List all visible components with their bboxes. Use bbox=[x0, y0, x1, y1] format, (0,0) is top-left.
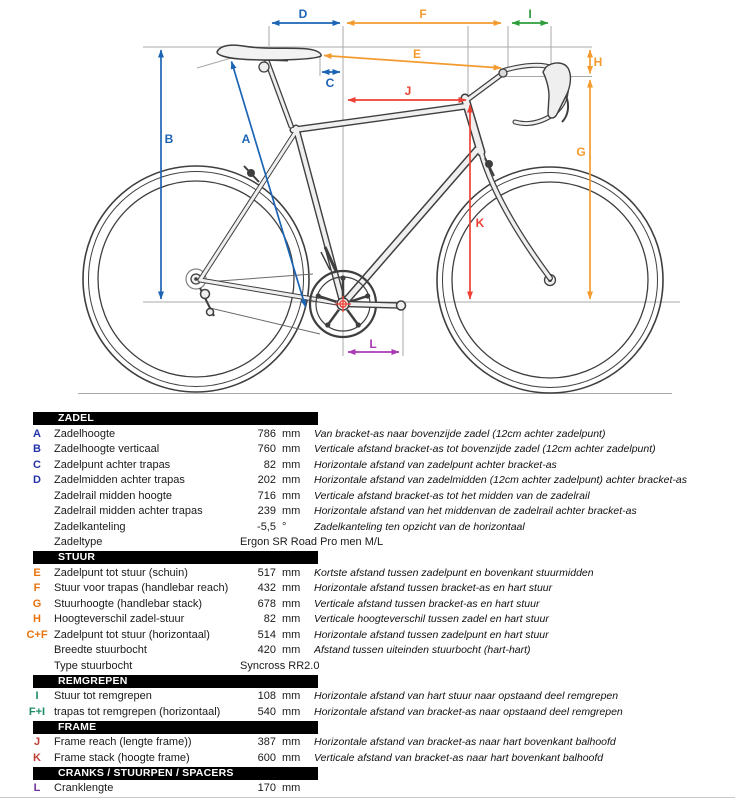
table-row bbox=[0, 735, 735, 751]
row-letter: G bbox=[32, 597, 42, 610]
row-label: Frame stack (hoogte frame) bbox=[54, 751, 190, 764]
row-description: Horizontale afstand tussen zadelpunt en hart stuur bbox=[314, 628, 549, 641]
row-label: Stuur voor trapas (handlebar reach) bbox=[54, 582, 229, 595]
label-I: I bbox=[528, 7, 532, 21]
section-header-bar: ZADEL bbox=[33, 412, 318, 425]
rear-wheel bbox=[83, 166, 309, 392]
row-description: Verticale afstand tussen bracket-as en hart stuur bbox=[314, 597, 540, 610]
row-label: Hoogteverschil zadel-stuur bbox=[54, 613, 185, 626]
row-label: Type stuurbocht bbox=[54, 659, 133, 672]
section-header-bar: FRAME bbox=[33, 721, 318, 734]
label-E: E bbox=[412, 47, 422, 61]
row-letter: I bbox=[35, 690, 39, 703]
row-value: 108 bbox=[257, 690, 276, 703]
table-row bbox=[0, 426, 735, 442]
row-value: 517 bbox=[257, 566, 276, 579]
row-unit: mm bbox=[282, 582, 301, 595]
handlebar bbox=[499, 63, 570, 124]
row-description: Horizontale afstand van zadelmidden (12cm achter zadelpunt) achter bracket-as bbox=[314, 474, 687, 487]
row-unit: mm bbox=[282, 644, 301, 657]
row-unit: mm bbox=[282, 628, 301, 641]
row-label: Zadelmidden achter trapas bbox=[54, 474, 185, 487]
label-F: F bbox=[419, 7, 427, 21]
geometry-spec-table bbox=[0, 411, 735, 796]
row-merged-value: Syncross RR2.0 bbox=[240, 659, 320, 672]
row-unit: mm bbox=[282, 751, 301, 764]
table-row bbox=[0, 457, 735, 473]
row-description: Verticale hoogteverschil tussen zadel en hart stuur bbox=[314, 613, 549, 626]
table-row bbox=[0, 704, 735, 720]
row-value: 387 bbox=[257, 736, 276, 749]
label-H: H bbox=[593, 55, 603, 69]
row-unit: mm bbox=[282, 427, 301, 440]
row-letter: D bbox=[33, 474, 41, 487]
frame-fill bbox=[200, 61, 550, 304]
crankset bbox=[310, 271, 406, 337]
row-value: 786 bbox=[257, 427, 276, 440]
section-header-bar: STUUR bbox=[33, 551, 318, 564]
row-label: Zadelrail midden hoogte bbox=[54, 489, 173, 502]
table-row bbox=[0, 473, 735, 489]
row-unit: mm bbox=[282, 597, 301, 610]
label-A: A bbox=[241, 132, 251, 146]
row-label: Zadelkanteling bbox=[54, 520, 126, 533]
row-label: Frame reach (lengte frame)) bbox=[54, 736, 192, 749]
table-row bbox=[0, 612, 735, 628]
arrow-A bbox=[232, 62, 306, 308]
row-value: 82 bbox=[263, 458, 276, 471]
row-description: Kortste afstand tussen zadelpunt en bovenkant stuurmidden bbox=[314, 566, 594, 579]
row-description: Zadelkanteling ten opzicht van de horizontaal bbox=[314, 520, 525, 533]
row-description: Horizontale afstand tussen bracket-as en hart stuur bbox=[314, 582, 553, 595]
row-value: 540 bbox=[257, 705, 276, 718]
row-label: Zadelpunt tot stuur (horizontaal) bbox=[54, 628, 210, 641]
table-row bbox=[0, 535, 735, 551]
table-row bbox=[0, 689, 735, 705]
row-description: Horizontale afstand van bracket-as naar hart bovenkant balhoofd bbox=[314, 736, 616, 749]
row-letter: E bbox=[33, 566, 41, 579]
row-value: 82 bbox=[263, 613, 276, 626]
row-description: Horizontale afstand van hart stuur naar opstaand deel remgrepen bbox=[314, 690, 619, 703]
row-unit: mm bbox=[282, 443, 301, 456]
row-label: Stuurhoogte (handlebar stack) bbox=[54, 597, 202, 610]
row-letter: B bbox=[33, 443, 41, 456]
row-letter: F bbox=[33, 582, 41, 595]
row-value: 432 bbox=[257, 582, 276, 595]
table-row bbox=[0, 627, 735, 643]
row-letter: J bbox=[33, 736, 41, 749]
table-row bbox=[0, 750, 735, 766]
row-description: Van bracket-as naar bovenzijde zadel (12cm achter zadelpunt) bbox=[314, 427, 606, 440]
section-header-bar: REMGREPEN bbox=[33, 675, 318, 688]
row-value: 514 bbox=[257, 628, 276, 641]
row-unit: ° bbox=[282, 520, 287, 533]
row-description: Verticale afstand bracket-as tot bovenzijde zadel (12cm achter zadelpunt) bbox=[314, 443, 656, 456]
row-unit: mm bbox=[282, 705, 301, 718]
red-arrows bbox=[348, 100, 470, 299]
row-unit: mm bbox=[282, 782, 301, 795]
row-value: 760 bbox=[257, 443, 276, 456]
row-description: Verticale afstand van bracket-as naar hart bovenkant balhoofd bbox=[314, 751, 604, 764]
row-value: 170 bbox=[257, 782, 276, 795]
row-letter: K bbox=[33, 751, 41, 764]
row-description: Afstand tussen uiteinden stuurbocht (hart-hart) bbox=[314, 644, 531, 657]
row-letter: C bbox=[33, 458, 41, 471]
row-label: Zadelpunt achter trapas bbox=[54, 458, 171, 471]
section-header-bar: CRANKS / STUURPEN / SPACERS bbox=[33, 767, 318, 780]
label-K: K bbox=[475, 216, 485, 230]
table-row bbox=[0, 781, 735, 797]
row-unit: mm bbox=[282, 474, 301, 487]
brake-hood bbox=[543, 63, 570, 118]
row-description: Horizontale afstand van zadelpunt achter bracket-as bbox=[314, 458, 557, 471]
row-label: Zadeltype bbox=[54, 536, 103, 549]
row-value: 716 bbox=[257, 489, 276, 502]
row-value: -5,5 bbox=[257, 520, 276, 533]
row-unit: mm bbox=[282, 736, 301, 749]
row-label: Zadelpunt tot stuur (schuin) bbox=[54, 566, 188, 579]
row-value: 678 bbox=[257, 597, 276, 610]
row-description: Horizontale afstand van bracket-as naar opstaand deel remgrepen bbox=[314, 705, 623, 718]
row-unit: mm bbox=[282, 690, 301, 703]
row-unit: mm bbox=[282, 489, 301, 502]
row-value: 600 bbox=[257, 751, 276, 764]
table-row bbox=[0, 488, 735, 504]
row-letter: L bbox=[33, 782, 41, 795]
row-value: 420 bbox=[257, 644, 276, 657]
row-label: Breedte stuurbocht bbox=[54, 644, 147, 657]
row-label: Cranklengte bbox=[54, 782, 114, 795]
rear-brake bbox=[244, 166, 259, 182]
table-row bbox=[0, 581, 735, 597]
row-label: Zadelrail midden achter trapas bbox=[54, 505, 203, 518]
table-bottom-rule bbox=[0, 797, 735, 798]
row-merged-value: Ergon SR Road Pro men M/L bbox=[240, 536, 384, 549]
label-D: D bbox=[298, 7, 308, 21]
table-row bbox=[0, 565, 735, 581]
seatpost-clamp bbox=[259, 62, 269, 72]
label-B: B bbox=[164, 132, 174, 146]
table-row bbox=[0, 643, 735, 659]
row-value: 202 bbox=[257, 474, 276, 487]
row-unit: mm bbox=[282, 566, 301, 579]
table-row bbox=[0, 504, 735, 520]
row-unit: mm bbox=[282, 613, 301, 626]
row-description: Verticale afstand bracket-as tot het midden van de zadelrail bbox=[314, 489, 590, 502]
table-row bbox=[0, 596, 735, 612]
row-letter: C+F bbox=[26, 628, 48, 641]
pedal-axle bbox=[397, 301, 406, 310]
stem-clamp bbox=[499, 69, 507, 77]
row-description: Horizontale afstand van het middenvan de zadelrail achter bracket-as bbox=[314, 505, 637, 518]
row-label: trapas tot remgrepen (horizontaal) bbox=[54, 705, 221, 718]
blue-arrows bbox=[161, 23, 340, 307]
row-value: 239 bbox=[257, 505, 276, 518]
row-label: Stuur tot remgrepen bbox=[54, 690, 152, 703]
table-row bbox=[0, 519, 735, 535]
table-row bbox=[0, 658, 735, 674]
row-letter: A bbox=[33, 427, 41, 440]
row-label: Zadelhoogte bbox=[54, 427, 116, 440]
table-row bbox=[0, 442, 735, 458]
row-unit: mm bbox=[282, 505, 301, 518]
label-G: G bbox=[576, 145, 586, 159]
row-unit: mm bbox=[282, 458, 301, 471]
row-label: Zadelhoogte verticaal bbox=[54, 443, 160, 456]
label-C: C bbox=[325, 76, 335, 90]
label-J: J bbox=[404, 84, 412, 98]
row-letter: F+I bbox=[28, 705, 46, 718]
row-letter: H bbox=[33, 613, 41, 626]
label-L: L bbox=[369, 337, 377, 351]
